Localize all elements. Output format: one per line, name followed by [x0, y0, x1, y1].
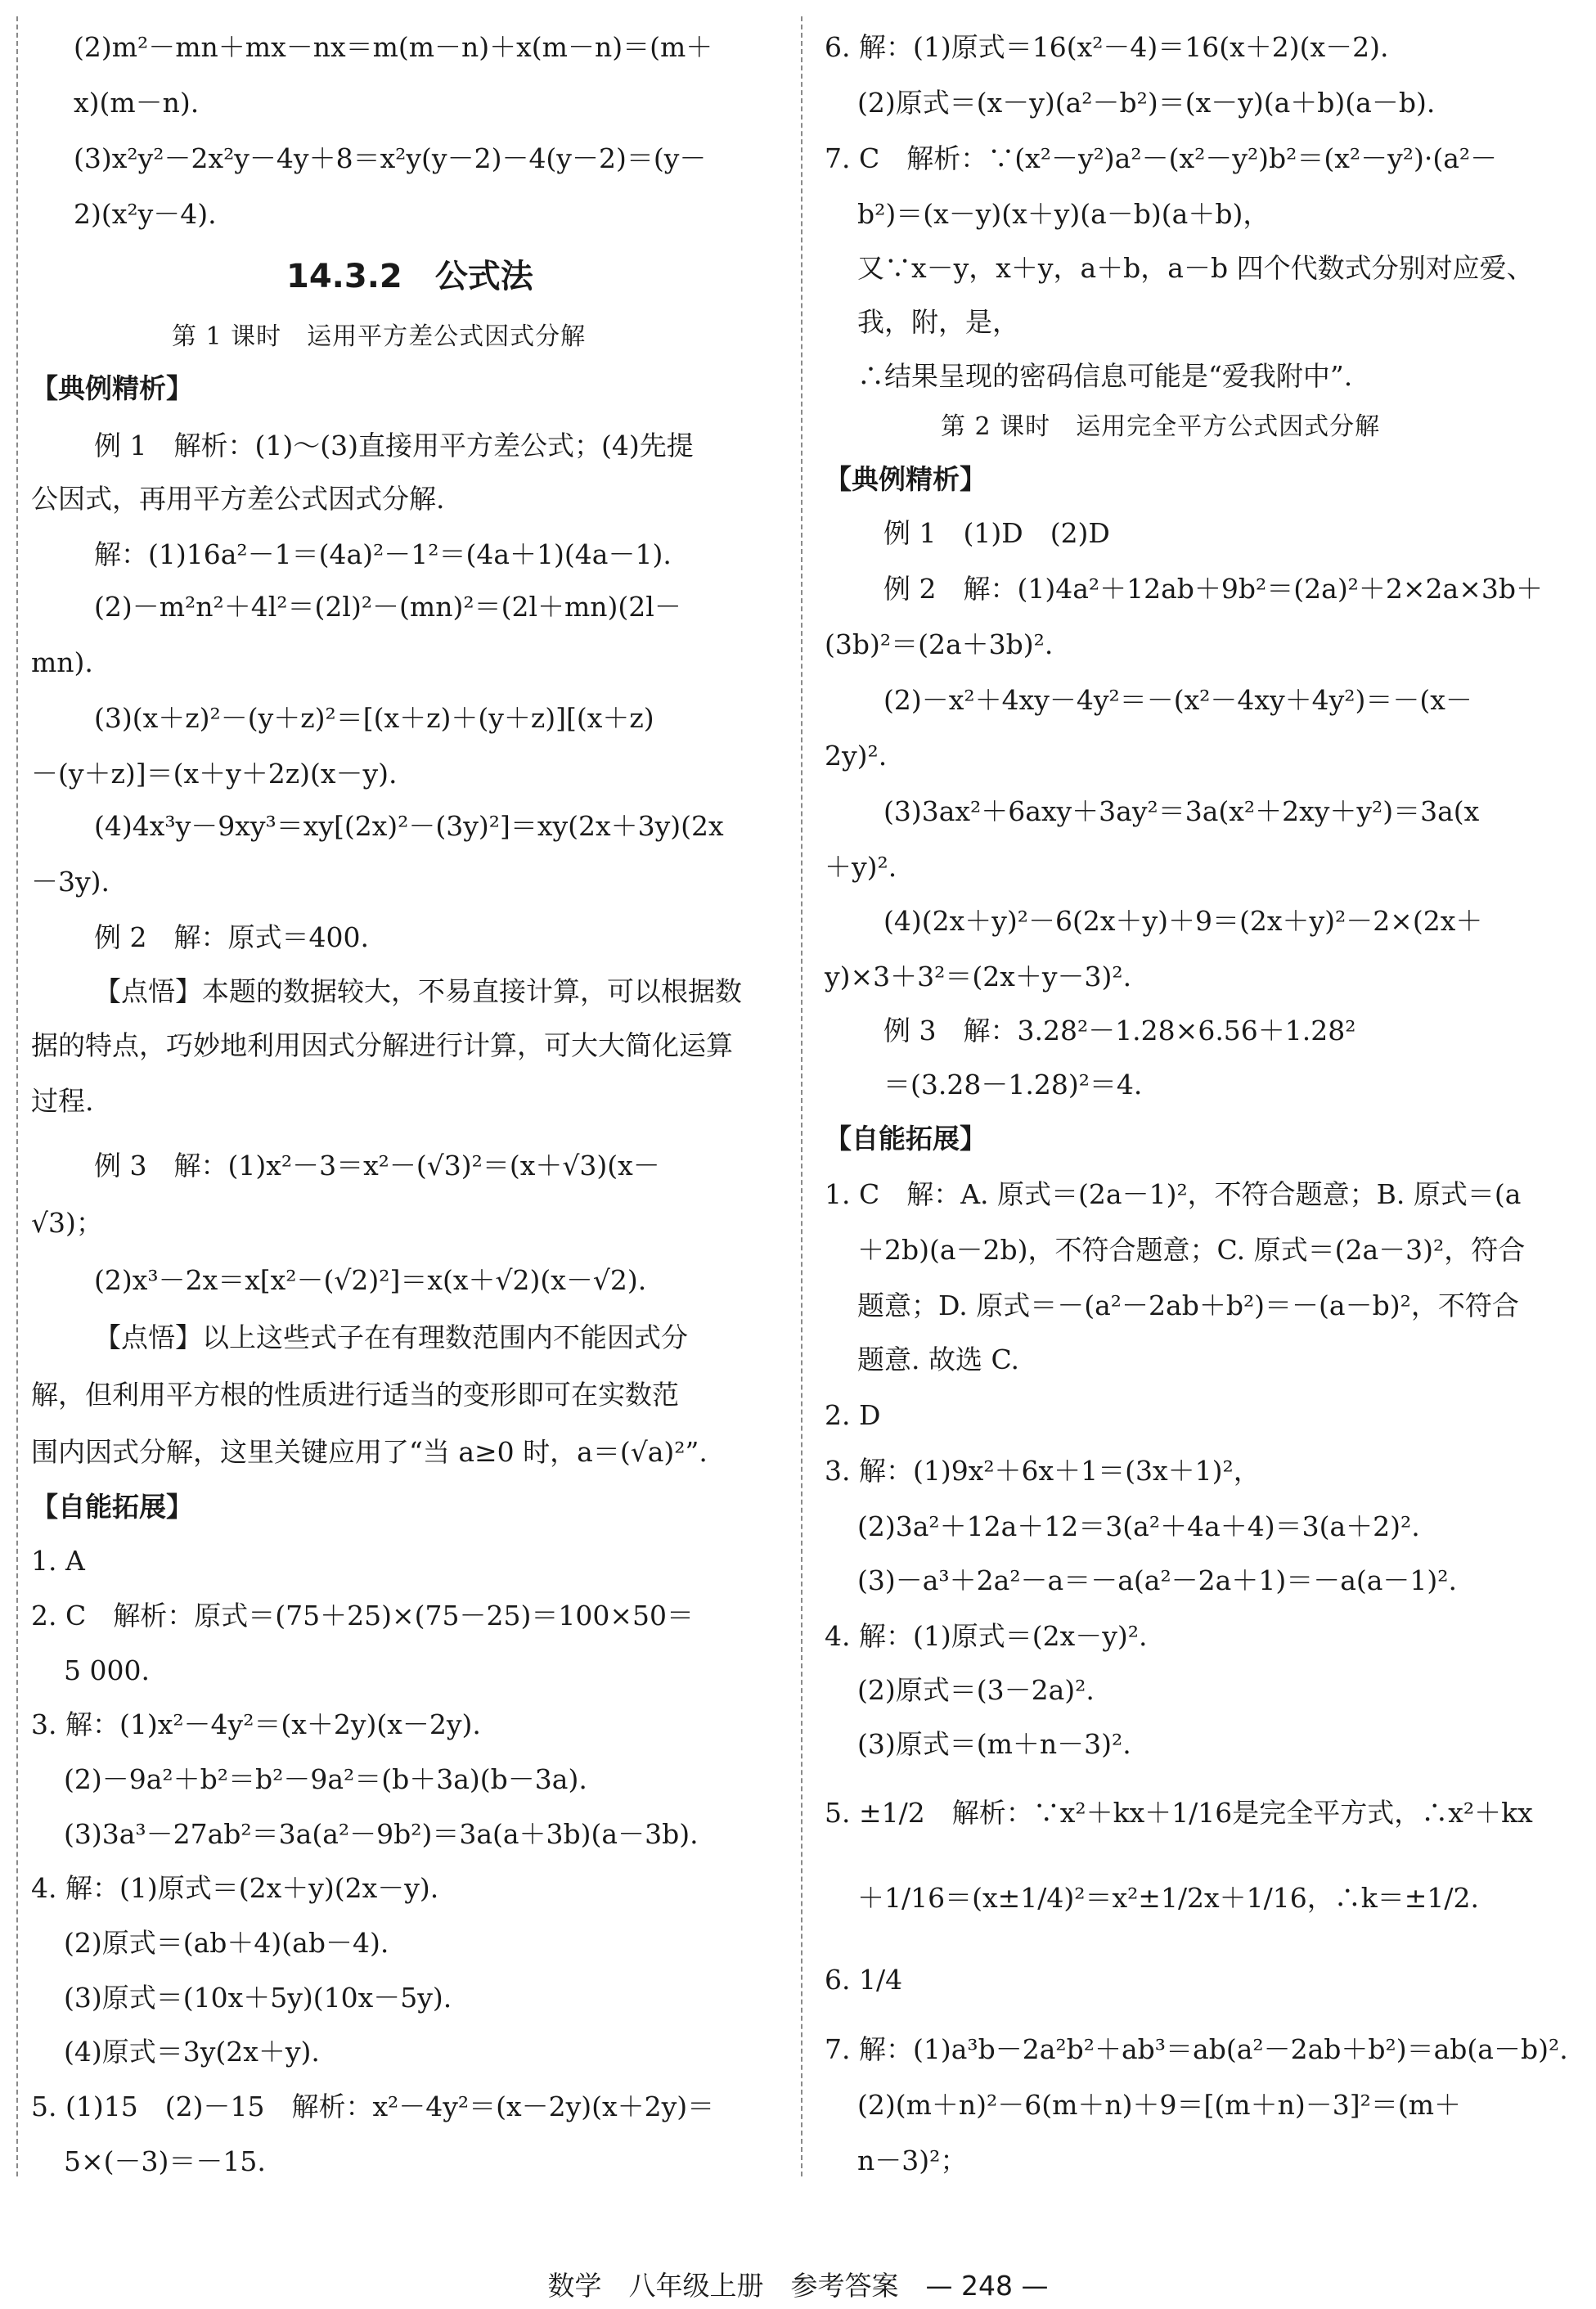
answer-line: (2)x³－2x＝x[x²－(√2)²]＝x(x＋√2)(x－√2).	[94, 1264, 647, 1296]
answer-line: 2. D	[825, 1399, 881, 1431]
answer-line: 1. A	[31, 1545, 85, 1577]
answer-line: (4)原式＝3y(2x＋y).	[64, 2036, 320, 2068]
answer-line: 解，但利用平方根的性质进行适当的变形即可在实数范	[31, 1379, 679, 1411]
answer-line: (2)3a²＋12a＋12＝3(a²＋4a＋4)＝3(a＋2)².	[857, 1510, 1420, 1542]
answer-line: 例 1 解析：(1)～(3)直接用平方差公式；(4)先提	[94, 430, 694, 461]
answer-line: (2)－9a²＋b²＝b²－9a²＝(b＋3a)(b－3a).	[64, 1763, 587, 1795]
answer-line: 过程.	[31, 1085, 94, 1117]
answer-line: ∴结果呈现的密码信息可能是“爱我附中”.	[857, 360, 1353, 392]
answer-line: y)×3＋3²＝(2x＋y－3)².	[825, 961, 1132, 992]
answer-line: 5×(－3)＝－15.	[64, 2145, 266, 2177]
answer-line: 4. 解：(1)原式＝(2x＋y)(2x－y).	[31, 1872, 439, 1904]
page-footer: 数学 八年级上册 参考答案 — 248 —	[547, 2270, 1049, 2302]
left-margin-dashed-rule	[16, 16, 18, 2176]
answer-line: (3)(x＋z)²－(y＋z)²＝[(x＋z)＋(y＋z)][(x＋z)	[94, 702, 654, 734]
answer-line: (3)3ax²＋6axy＋3ay²＝3a(x²＋2xy＋y²)＝3a(x	[883, 795, 1480, 827]
answer-line: －(y＋z)]＝(x＋y＋2z)(x－y).	[31, 758, 398, 790]
subsection-label: 【典例精析】	[825, 463, 987, 495]
answer-line: mn).	[31, 646, 93, 678]
answer-line: 题意. 故选 C.	[857, 1344, 1020, 1375]
answer-line: 1. C 解：A. 原式＝(2a－1)²，不符合题意；B. 原式＝(a	[825, 1178, 1522, 1210]
answer-line: (2)原式＝(ab＋4)(ab－4).	[64, 1927, 389, 1959]
answer-line: 5. (1)15 (2)－15 解析：x²－4y²＝(x－2y)(x＋2y)＝	[31, 2091, 715, 2122]
answer-line: (4)(2x＋y)²－6(2x＋y)＋9＝(2x＋y)²－2×(2x＋	[883, 905, 1483, 937]
answer-line: 【点悟】以上这些式子在有理数范围内不能因式分	[94, 1321, 688, 1353]
answer-line: 2)(x²y－4).	[74, 198, 217, 230]
answer-line: x)(m－n).	[74, 87, 200, 119]
answer-line: 5. ±1/2 解析：∵x²＋kx＋1/16是完全平方式，∴x²＋kx	[825, 1797, 1533, 1829]
subsection-label: 【自能拓展】	[825, 1123, 987, 1154]
answer-line: 围内因式分解，这里关键应用了“当 a≥0 时，a＝(√a)²”.	[31, 1436, 708, 1468]
answer-line: 我，附，是，	[857, 306, 1019, 338]
column-divider-dashed-rule	[801, 16, 802, 2176]
lesson-heading: 第 1 课时 运用平方差公式因式分解	[172, 322, 587, 351]
answer-line: 题意；D. 原式＝－(a²－2ab＋b²)＝－(a－b)²，不符合	[857, 1290, 1519, 1321]
answer-line: (3)x²y²－2x²y－4y＋8＝x²y(y－2)－4(y－2)＝(y－	[74, 142, 707, 174]
answer-line: 公因式，再用平方差公式因式分解.	[31, 483, 445, 515]
answer-line: 例 2 解：原式＝400.	[94, 921, 369, 953]
answer-line: (2)－m²n²＋4l²＝(2l)²－(mn)²＝(2l＋mn)(2l－	[94, 591, 681, 623]
answer-line: 5 000.	[64, 1654, 150, 1686]
answer-line: 2y)².	[825, 740, 888, 772]
answer-line: √3)；	[31, 1207, 103, 1239]
answer-line: 例 1 (1)D (2)D	[883, 517, 1110, 549]
section-heading: 14.3.2 公式法	[286, 258, 533, 295]
answer-line: (3)原式＝(m＋n－3)².	[857, 1728, 1131, 1760]
answer-line: 解：(1)16a²－1＝(4a)²－1²＝(4a＋1)(4a－1).	[94, 538, 672, 570]
answer-line: (2)(m＋n)²－6(m＋n)＋9＝[(m＋n)－3]²＝(m＋	[857, 2089, 1461, 2121]
answer-line: 【点悟】本题的数据较大，不易直接计算，可以根据数	[94, 975, 742, 1007]
answer-line: －3y).	[31, 866, 110, 898]
answer-line: 3. 解：(1)9x²＋6x＋1＝(3x＋1)²，	[825, 1455, 1261, 1487]
answer-line: 据的特点，巧妙地利用因式分解进行计算，可大大简化运算	[31, 1029, 733, 1061]
answer-line: 6. 1/4	[825, 1964, 903, 1996]
answer-line: 4. 解：(1)原式＝(2x－y)².	[825, 1620, 1148, 1652]
answer-line: (4)4x³y－9xy³＝xy[(2x)²－(3y)²]＝xy(2x＋3y)(2x	[94, 810, 724, 842]
answer-line: 7. 解：(1)a³b－2a²b²＋ab³＝ab(a²－2ab＋b²)＝ab(a－b)².	[825, 2033, 1568, 2065]
answer-line: 例 3 解：3.28²－1.28×6.56＋1.28²	[883, 1015, 1356, 1046]
answer-line: (2)原式＝(3－2a)².	[857, 1674, 1095, 1706]
answer-line: (2)－x²＋4xy－4y²＝－(x²－4xy＋4y²)＝－(x－	[883, 684, 1472, 716]
answer-line: (3b)²＝(2a＋3b)².	[825, 628, 1054, 660]
answer-line: 2. C 解析：原式＝(75＋25)×(75－25)＝100×50＝	[31, 1600, 694, 1632]
answer-line: 又∵x－y，x＋y，a＋b，a－b 四个代数式分别对应爱、	[857, 252, 1534, 284]
answer-line: (2)原式＝(x－y)(a²－b²)＝(x－y)(a＋b)(a－b).	[857, 87, 1436, 119]
lesson-heading: 第 2 课时 运用完全平方公式因式分解	[941, 412, 1381, 441]
answer-line: 3. 解：(1)x²－4y²＝(x＋2y)(x－2y).	[31, 1708, 481, 1740]
answer-line: 6. 解：(1)原式＝16(x²－4)＝16(x＋2)(x－2).	[825, 31, 1389, 63]
answer-line: 7. C 解析：∵(x²－y²)a²－(x²－y²)b²＝(x²－y²)·(a²－	[825, 142, 1498, 174]
answer-line: ＝(3.28－1.28)²＝4.	[883, 1069, 1143, 1100]
answer-line: 例 3 解：(1)x²－3＝x²－(√3)²＝(x＋√3)(x－	[94, 1150, 660, 1182]
answer-line: (3)原式＝(10x＋5y)(10x－5y).	[64, 1982, 452, 2014]
answer-line: b²)＝(x－y)(x＋y)(a－b)(a＋b)，	[857, 198, 1270, 230]
answer-line: 例 2 解：(1)4a²＋12ab＋9b²＝(2a)²＋2×2a×3b＋	[883, 573, 1544, 605]
answer-line: ＋y)².	[825, 851, 897, 883]
answer-line: (2)m²－mn＋mx－nx＝m(m－n)＋x(m－n)＝(m＋	[74, 31, 713, 63]
subsection-label: 【典例精析】	[31, 372, 193, 404]
answer-line: (3)3a³－27ab²＝3a(a²－9b²)＝3a(a＋3b)(a－3b).	[64, 1818, 699, 1850]
answer-line: (3)－a³＋2a²－a＝－a(a²－2a＋1)＝－a(a－1)².	[857, 1564, 1458, 1596]
answer-line: ＋2b)(a－2b)，不符合题意；C. 原式＝(2a－3)²，符合	[857, 1234, 1526, 1266]
answer-line: n－3)²；	[857, 2145, 968, 2176]
answer-line: ＋1/16＝(x±1/4)²＝x²±1/2x＋1/16，∴k＝±1/2.	[857, 1882, 1480, 1914]
subsection-label: 【自能拓展】	[31, 1491, 193, 1523]
